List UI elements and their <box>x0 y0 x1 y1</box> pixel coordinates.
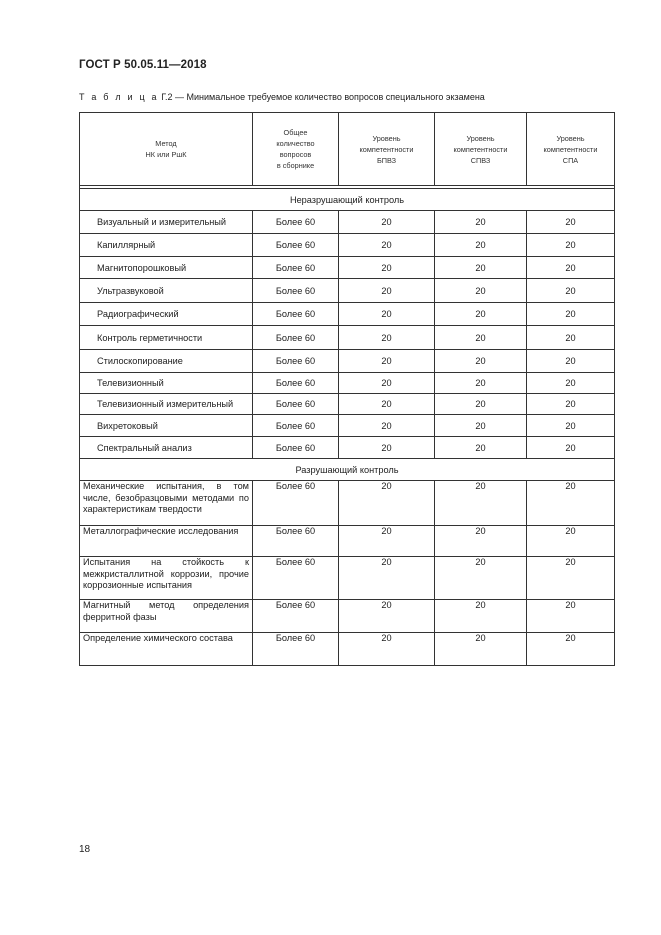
spvz-cell: 20 <box>435 303 527 326</box>
method-cell: Испытания на стойкость к межкристаллитной коррозии, прочие коррозионные испытания <box>80 557 253 600</box>
column-header-spvz <box>435 113 527 186</box>
total-cell: Более 60 <box>253 279 339 303</box>
total-cell: Более 60 <box>253 257 339 279</box>
header-line: Уровень <box>372 133 401 143</box>
spa-cell: 20 <box>527 350 615 373</box>
method-cell: Спектральный анализ <box>80 437 253 459</box>
exam-questions-table <box>79 112 615 666</box>
bpvz-cell: 20 <box>339 326 435 350</box>
spvz-cell: 20 <box>435 326 527 350</box>
bpvz-cell: 20 <box>339 279 435 303</box>
table-row <box>80 481 615 526</box>
spvz-cell: 20 <box>435 481 527 526</box>
column-header-method <box>80 113 253 186</box>
method-cell: Магнитный метод определения ферритной фазы <box>80 600 253 633</box>
total-cell: Более 60 <box>253 526 339 557</box>
table-row <box>80 394 615 415</box>
method-cell: Контроль герметичности <box>80 326 253 350</box>
method-cell: Капиллярный <box>80 234 253 257</box>
method-cell: Радиографический <box>80 303 253 326</box>
bpvz-cell: 20 <box>339 600 435 633</box>
spvz-cell: 20 <box>435 234 527 257</box>
spa-cell: 20 <box>527 303 615 326</box>
bpvz-cell: 20 <box>339 415 435 437</box>
bpvz-cell: 20 <box>339 303 435 326</box>
table-row <box>80 437 615 459</box>
header-line: компетентности <box>359 144 414 154</box>
method-cell: Ультразвуковой <box>80 279 253 303</box>
method-cell: Вихретоковый <box>80 415 253 437</box>
table-caption-text: Г.2 — Минимальное требуемое количество вопросов специального экзамена <box>158 92 485 102</box>
spa-cell: 20 <box>527 279 615 303</box>
bpvz-cell: 20 <box>339 234 435 257</box>
spvz-cell: 20 <box>435 211 527 234</box>
bpvz-cell: 20 <box>339 437 435 459</box>
table-caption-label: Т а б л и ц а <box>79 92 159 102</box>
total-cell: Более 60 <box>253 211 339 234</box>
spa-cell: 20 <box>527 481 615 526</box>
header-line: СПВЗ <box>470 155 491 165</box>
total-cell: Более 60 <box>253 394 339 415</box>
table-row <box>80 415 615 437</box>
table-row <box>80 633 615 666</box>
method-cell: Стилоскопирование <box>80 350 253 373</box>
spa-cell: 20 <box>527 234 615 257</box>
total-cell: Более 60 <box>253 437 339 459</box>
spvz-cell: 20 <box>435 633 527 666</box>
total-cell: Более 60 <box>253 234 339 257</box>
table-row <box>80 326 615 350</box>
bpvz-cell: 20 <box>339 350 435 373</box>
bpvz-cell: 20 <box>339 526 435 557</box>
table-row <box>80 279 615 303</box>
header-line: Уровень <box>556 133 585 143</box>
spvz-cell: 20 <box>435 350 527 373</box>
header-line: в сборнике <box>276 161 315 170</box>
section-row-nondestructive <box>80 189 615 211</box>
method-cell: Металлографические исследования <box>80 526 253 557</box>
spa-cell: 20 <box>527 437 615 459</box>
spvz-cell: 20 <box>435 415 527 437</box>
table-row <box>80 257 615 279</box>
table-row <box>80 234 615 257</box>
table-row <box>80 557 615 600</box>
header-line: СПА <box>562 155 579 165</box>
total-cell: Более 60 <box>253 303 339 326</box>
spa-cell: 20 <box>527 257 615 279</box>
spa-cell: 20 <box>527 326 615 350</box>
total-cell: Более 60 <box>253 481 339 526</box>
spa-cell: 20 <box>527 526 615 557</box>
spvz-cell: 20 <box>435 279 527 303</box>
header-line: Общее <box>283 128 308 137</box>
bpvz-cell: 20 <box>339 633 435 666</box>
column-header-bpvz <box>339 113 435 186</box>
table-row <box>80 373 615 394</box>
column-header-spa <box>527 113 615 186</box>
header-line: компетентности <box>453 144 508 154</box>
total-cell: Более 60 <box>253 350 339 373</box>
header-line: компетентности <box>543 144 598 154</box>
method-cell: Визуальный и измерительный <box>80 211 253 234</box>
table-row <box>80 303 615 326</box>
document-code: ГОСТ Р 50.05.11—2018 <box>79 59 207 71</box>
method-cell: Телевизионный <box>80 373 253 394</box>
total-cell: Более 60 <box>253 415 339 437</box>
bpvz-cell: 20 <box>339 557 435 600</box>
bpvz-cell: 20 <box>339 394 435 415</box>
total-cell: Более 60 <box>253 326 339 350</box>
spvz-cell: 20 <box>435 557 527 600</box>
table-caption <box>79 92 485 102</box>
table-row <box>80 350 615 373</box>
bpvz-cell: 20 <box>339 481 435 526</box>
spa-cell: 20 <box>527 394 615 415</box>
total-cell: Более 60 <box>253 600 339 633</box>
method-cell: Телевизионный измерительный <box>80 394 253 415</box>
table-row <box>80 600 615 633</box>
spa-cell: 20 <box>527 211 615 234</box>
method-cell: Определение химического состава <box>80 633 253 666</box>
spvz-cell: 20 <box>435 373 527 394</box>
bpvz-cell: 20 <box>339 373 435 394</box>
method-cell: Магнитопорошковый <box>80 257 253 279</box>
spa-cell: 20 <box>527 557 615 600</box>
bpvz-cell: 20 <box>339 211 435 234</box>
table-header-row <box>80 113 615 186</box>
spvz-cell: 20 <box>435 600 527 633</box>
spa-cell: 20 <box>527 373 615 394</box>
column-header-total-questions <box>253 113 339 186</box>
section-title: Разрушающий контроль <box>80 459 615 481</box>
header-line: Метод <box>155 139 177 148</box>
total-cell: Более 60 <box>253 373 339 394</box>
method-cell: Механические испытания, в том числе, безобразцовыми методами по характеристикам твердости <box>80 481 253 526</box>
header-line: Уровень <box>466 133 495 143</box>
spa-cell: 20 <box>527 600 615 633</box>
header-line: вопросов <box>279 150 312 159</box>
header-line: НК или РшК <box>145 150 187 159</box>
table-row <box>80 526 615 557</box>
bpvz-cell: 20 <box>339 257 435 279</box>
spvz-cell: 20 <box>435 437 527 459</box>
page-number: 18 <box>79 844 91 855</box>
spvz-cell: 20 <box>435 257 527 279</box>
section-row-destructive <box>80 459 615 481</box>
section-title: Неразрушающий контроль <box>80 189 615 211</box>
header-line: БПВЗ <box>376 155 397 165</box>
spa-cell: 20 <box>527 633 615 666</box>
spvz-cell: 20 <box>435 526 527 557</box>
total-cell: Более 60 <box>253 633 339 666</box>
spa-cell: 20 <box>527 415 615 437</box>
spvz-cell: 20 <box>435 394 527 415</box>
table-row <box>80 211 615 234</box>
header-line: количество <box>276 139 315 148</box>
total-cell: Более 60 <box>253 557 339 600</box>
